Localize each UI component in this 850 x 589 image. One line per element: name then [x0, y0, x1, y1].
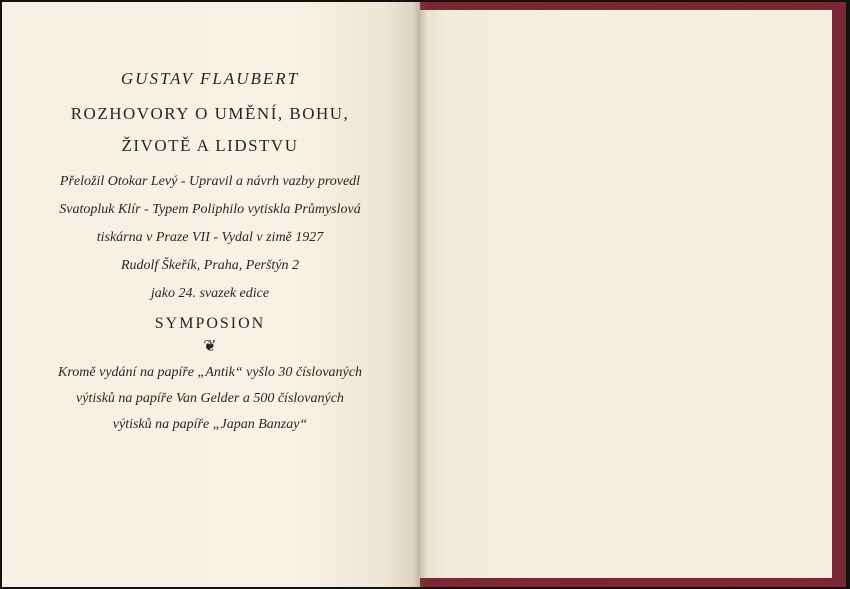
author-name: GUSTAV FLAUBERT	[120, 69, 300, 88]
book-gutter	[413, 2, 427, 587]
colophon-line: Svatopluk Klír - Typem Poliphilo vytiskla Průmyslová	[59, 202, 361, 217]
print-note-line: Kromě vydání na papíře „Antik“ vyšlo 30 číslovaných	[58, 365, 362, 380]
colophon-line: Přeložil Otokar Levý - Upravil a návrh vazby provedl	[59, 174, 361, 189]
right-page-blank	[420, 10, 832, 578]
title-page-text	[20, 68, 400, 438]
left-page	[2, 2, 420, 587]
fleuron-icon: ❦	[203, 338, 217, 355]
print-note-line: výtisků na papíře Van Gelder a 500 číslovaných	[76, 391, 344, 406]
print-note-line: výtisků na papíře „Japan Banzay“	[112, 417, 308, 432]
book-title-line-1: ROZHOVORY O UMĚNÍ, BOHU,	[70, 104, 350, 123]
print-run-note	[20, 360, 400, 438]
book-title-line-2: ŽIVOTĚ A LIDSTVU	[121, 136, 299, 155]
colophon-line: Rudolf Škeřík, Praha, Perštýn 2	[120, 258, 300, 273]
colophon-line: tiskárna v Praze VII - Vydal v zimě 1927	[96, 230, 324, 245]
colophon	[20, 168, 400, 308]
edition-name: SYMPOSION	[154, 315, 266, 332]
colophon-line: jako 24. svazek edice	[150, 286, 270, 301]
